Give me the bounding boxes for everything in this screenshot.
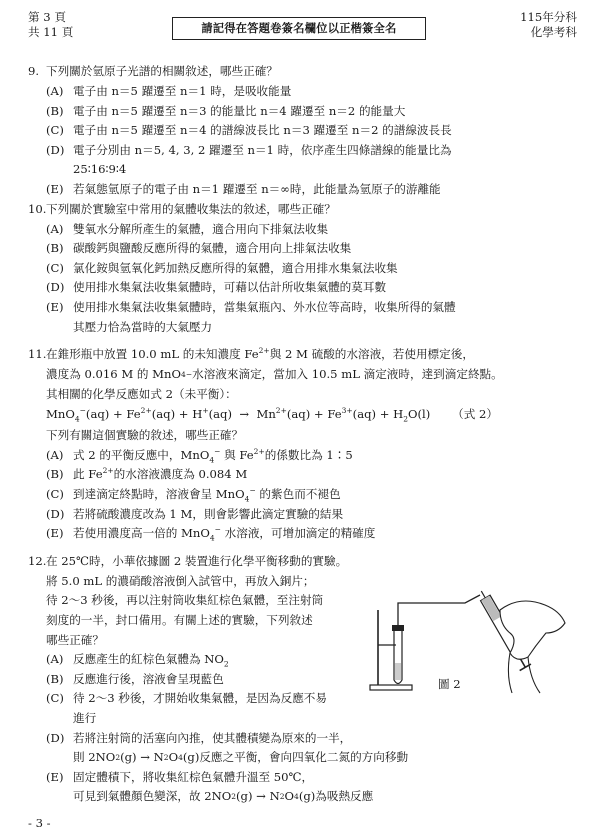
- page-total: 共 11 頁: [28, 25, 74, 40]
- option-a: (A) 式 2 的平衡反應中，MnO$_4$− 與 $Fe^{2+}$的係數比為 1∶5: [46, 447, 353, 465]
- option-e: (E) 使用排水集氣法收集氣體時，當集氣瓶內、外水位等高時，收集所得的氣體: [46, 299, 456, 314]
- option-d: (D) 若將注射筒的活塞向內推，使其體積變為原來的一半，: [46, 730, 352, 745]
- question-number: 9.: [28, 64, 40, 79]
- page-number: 第 3 頁: [28, 10, 66, 24]
- question-number: 10.: [28, 201, 47, 216]
- question-number: 12.: [28, 554, 47, 569]
- equation-2: [28, 404, 568, 426]
- tube-stopper: [392, 625, 404, 631]
- stem-line-4: 刻度的一半，封口備用。有關上述的實驗，下列敘述: [46, 613, 313, 628]
- option-e-continued: 可見到氣體顏色變深，故 2NO 2 (g) → N 2 O 4 (g)為吸熱反應: [73, 789, 374, 804]
- stem-line-4: 下列有關這個實驗的敘述，哪些正確？: [46, 428, 244, 443]
- option-c: (C) 待 2～3 秒後，才開始收集氣體，是因為反應不易: [46, 691, 327, 706]
- stem-line-2: 將 5.0 mL 的濃硝酸溶液倒入試管中，再放入銅片；: [46, 573, 315, 588]
- option-d: (D) 若將硫酸濃度改為 1 M，則會影響此滴定實驗的結果: [46, 506, 344, 521]
- subject-name: 化學考科: [530, 25, 577, 40]
- option-c: (C) 電子由 n＝5 躍遷至 n＝4 的譜線波長比 n＝3 躍遷至 n＝2 的譜線波長長: [46, 123, 452, 138]
- figure-2-apparatus: [360, 575, 580, 705]
- option-b: (B) 碳酸鈣與鹽酸反應所得的氣體，適合用向上排氣法收集: [46, 241, 352, 256]
- option-e: (E) 若氣態氫原子的電子由 n＝1 躍遷至 n＝∞時，此能量為氫原子的游離能: [46, 181, 441, 196]
- option-e: (E) 固定體積下，將收集紅棕色氣體升溫至 50℃，: [46, 769, 314, 784]
- option-c: (C) 氯化銨與氫氧化鈣加熱反應所得的氣體，適合用排水集氣法收集: [46, 260, 398, 275]
- question-9: [28, 62, 568, 200]
- option-e: (E) 若使用濃度高一倍的 MnO$_4$− 水溶液，可增加滴定的精確度: [46, 525, 376, 543]
- question-10: [28, 200, 568, 338]
- option-d: (D) 電子分別由 n＝5, 4, 3, 2 躍遷至 n＝1 時，依序產生四條譜線的能量比為: [46, 142, 452, 157]
- tube-solution: [395, 663, 402, 680]
- figure-label: 圖 2: [438, 677, 461, 691]
- option-a: (A) 雙氧水分解所產生的氣體，適合用向下排氣法收集: [46, 221, 329, 236]
- option-a: (A) 電子由 n＝5 躍遷至 n＝1 時，是吸收能量: [46, 83, 292, 98]
- question-stem: 在 25℃時，小華依據圖 2 裝置進行化學平衡移動的實驗。: [46, 554, 348, 569]
- stem-line-2: 濃度為 0.016 M 的 MnO 4 − 水溶液來滴定，當加入 10.5 mL 滴定液時，達到滴定終點。: [46, 367, 503, 382]
- option-d: (D) 使用排水集氣法收集氣體時，可藉以估計所收集氣體的莫耳數: [46, 280, 387, 295]
- option-b: (B) 電子由 n＝5 躍遷至 n＝3 的能量比 n＝4 躍遷至 n＝2 的能量大: [46, 103, 406, 118]
- option-c-continued: 進行: [73, 711, 97, 725]
- equation-formula: $MnO_4^-(aq) + Fe^{2+}(aq) + H^+(aq) \to Mn^{2+}(aq) + Fe^{3+}(aq) + H_2O(l)$: [46, 406, 431, 424]
- question-stem: 下列關於實驗室中常用的氣體收集法的敘述，哪些正確？: [46, 201, 336, 216]
- page-footer: - 3 -: [28, 816, 51, 830]
- option-b: (B) 反應進行後，溶液會呈現藍色: [46, 671, 224, 686]
- question-11: [28, 345, 568, 544]
- option-e-continued: 其壓力恰為當時的大氣壓力: [73, 319, 213, 334]
- stand-base: [370, 685, 412, 690]
- option-d-continued: 25∶16∶9∶4: [73, 162, 127, 177]
- option-a: (A) 反應產生的紅棕色氣體為 $NO_2$: [46, 652, 229, 669]
- question-stem: 下列關於氫原子光譜的相關敘述，哪些正確？: [46, 64, 278, 79]
- option-b: (B) 此 $Fe^{2+}$的水溶液濃度為 0.084 M: [46, 466, 248, 482]
- stem-line-5: 哪些正確？: [46, 632, 104, 647]
- option-d-continued: 則 2NO 2 (g) → N 2 O 4 (g)反應之平衡，會向四氧化二氮的方向移動: [73, 750, 409, 765]
- equation-label: （式 2）: [452, 407, 498, 422]
- stem-line-3: 其相關的化學反應如式 2（未平衡）：: [46, 386, 237, 401]
- stem-line-3: 待 2～3 秒後，再以注射筒收集紅棕色氣體，至注射筒: [46, 593, 324, 608]
- header-left: [28, 10, 73, 40]
- exam-year: 115年分科: [520, 10, 577, 24]
- question-number: 11.: [28, 347, 47, 362]
- header-right: [520, 10, 577, 40]
- option-c: (C) 到達滴定終點時，溶液會呈 MnO$_4$− 的紫色而不褪色: [46, 486, 341, 504]
- delivery-tube: [398, 595, 480, 625]
- signature-notice: 請記得在答題卷簽名欄位以正楷簽全名: [172, 17, 426, 40]
- question-stem: 在錐形瓶中放置 10.0 mL 的未知濃度 $Fe^{2+}$與 2 M 硫酸的水溶液，若使用標定後，: [46, 346, 474, 362]
